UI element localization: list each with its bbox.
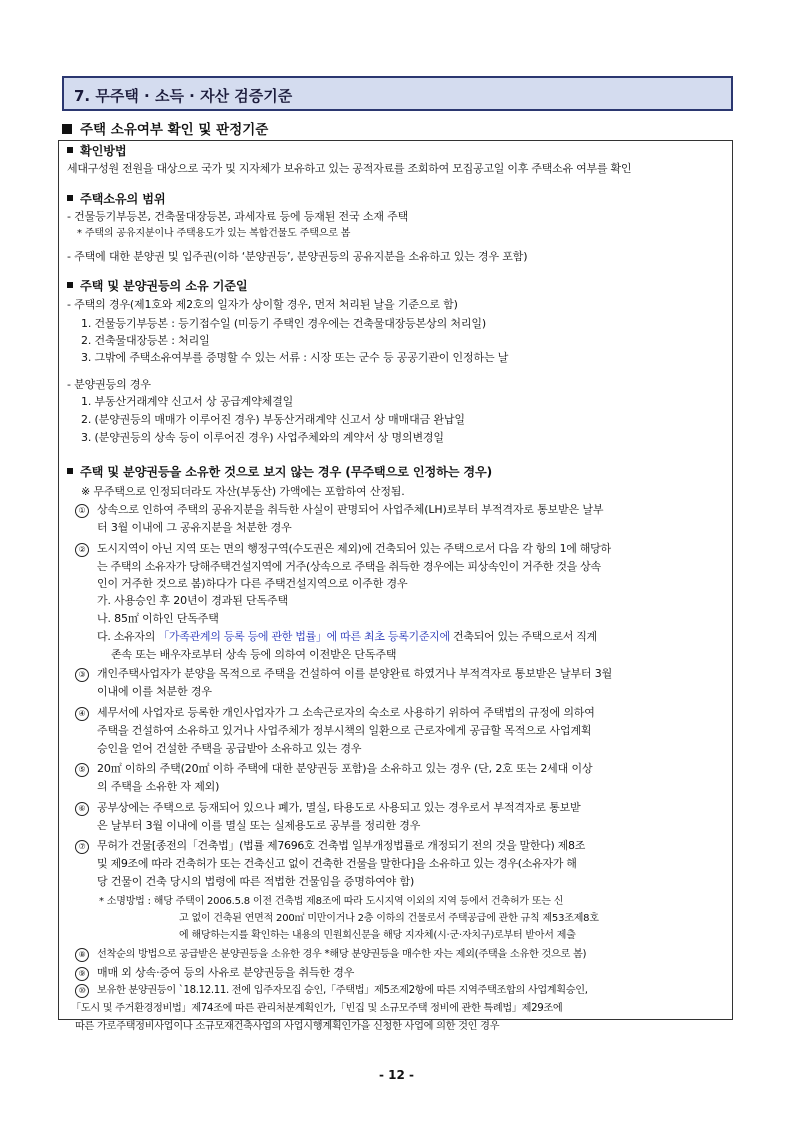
- exempt-item-4-line-1: ④ 세무서에 사업자로 등록한 개인사업자가 그 소속근로자의 숙소로 사용하기 위하여 주택법의 규정에 의하여: [75, 705, 726, 721]
- criteria-right-intro: - 분양권등의 경우: [67, 378, 151, 391]
- page-number: - 12 -: [378, 1068, 414, 1082]
- exempt-item-4-line-3: 승인을 얻어 건설한 주택을 공급받아 소유하고 있는 경우: [97, 742, 362, 755]
- exempt-item-2-line-2: 는 주택의 소유자가 당해주택건설지역에 거주(상속으로 주택을 취득한 경우에는 피상속인이 거주한 것을 상속: [97, 560, 601, 573]
- exempt-item-7-note-line-2: 고 없이 건축된 연면적 200㎡ 미만이거나 2층 이하의 건물로서 주택공급에 관한 규칙 제53조제8호: [179, 913, 599, 924]
- exempt-item-10-line-1: ⑩ 보유한 분양권등이 `18.12.11. 전에 입주자모집 승인,「주택법」제5조제2항에 따른 지역주택조합의 사업계획승인,: [75, 983, 726, 999]
- section-title: 7. 무주택 · 소득 · 자산 검증기준: [62, 76, 733, 111]
- exempt-item-7-note-line-1: * 소명방법 : 해당 주택이 2006.5.8 이전 건축법 제8조에 따라 도시지역 이외의 지역 등에서 건축허가 또는 신: [99, 896, 564, 907]
- exempt-item-2-ga: 가. 사용승인 후 20년이 경과된 단독주택: [97, 594, 288, 607]
- exempt-item-10-line-2: 「도시 및 주거환경정비법」제74조에 따른 관리처분계획인가,「빈집 및 소규모주택 정비에 관한 특례법」제29조에: [71, 1003, 563, 1014]
- criteria-house-intro: - 주택의 경우(제1호와 제2호의 일자가 상이할 경우, 먼저 처리된 날을 기준으로 함): [67, 298, 458, 311]
- circled-number-9: ⑨: [75, 967, 89, 981]
- exempt-item-6-line-1: ⑥ 공부상에는 주택으로 등재되어 있으나 폐가, 멸실, 타용도로 사용되고 있는 경우로서 부적격자로 통보받: [75, 800, 726, 816]
- exempt-item-9: ⑨ 매매 외 상속·증여 등의 사유로 분양권등을 취득한 경우: [75, 965, 726, 981]
- criteria-house-3: 3. 그밖에 주택소유여부를 증명할 수 있는 서류 : 시장 또는 군수 등 공공기관이 인정하는 날: [81, 351, 509, 364]
- exempt-item-7-line-2: 및 제9조에 따라 건축허가 또는 건축신고 없이 건축한 건물을 말한다]을 소유하고 있는 경우(소유자가 해: [97, 857, 577, 870]
- family-registration-law-reference: 「가족관계의 등록 등에 관한 법률」에 따른 최초 등록기준지에: [158, 630, 450, 643]
- subsection-title: [62, 118, 268, 138]
- circled-number-6: ⑥: [75, 802, 89, 816]
- criteria-box: [58, 140, 733, 1032]
- criteria-heading: 주택 및 분양권등의 소유 기준일: [67, 278, 726, 294]
- square-bullet-icon: [67, 468, 73, 474]
- scope-item-1: - 건물등기부등본, 건축물대장등본, 과세자료 등에 등재된 전국 소재 주택: [67, 210, 409, 223]
- exempt-item-7-line-3: 당 건물이 건축 당시의 법령에 따른 적법한 건물임을 증명하여야 함): [97, 875, 415, 888]
- confirm-heading: 확인방법: [67, 143, 726, 159]
- circled-number-5: ⑤: [75, 763, 89, 777]
- criteria-right-2: 2. (분양권등의 매매가 이루어진 경우) 부동산거래계약 신고서 상 매매대금 완납일: [81, 413, 465, 426]
- exempt-item-5-line-2: 의 주택을 소유한 자 제외): [97, 780, 220, 793]
- square-bullet-icon: [67, 147, 73, 153]
- circled-number-3: ③: [75, 668, 89, 682]
- circled-number-4: ④: [75, 707, 89, 721]
- exempt-item-4-line-2: 주택을 건설하여 소유하고 있거나 사업주체가 정부시책의 일환으로 근로자에게 공급할 목적으로 사업계획: [97, 724, 592, 737]
- criteria-right-1: 1. 부동산거래계약 신고서 상 공급계약체결일: [81, 395, 294, 408]
- circled-number-10: ⑩: [75, 984, 89, 998]
- exempt-item-2-na: 나. 85㎡ 이하인 단독주택: [97, 612, 219, 625]
- exempt-heading: 주택 및 분양권등을 소유한 것으로 보지 않는 경우 (무주택으로 인정하는 경우): [67, 464, 726, 480]
- exempt-item-10-line-3: 따른 가로주택정비사업이나 소규모재건축사업의 사업시행계획인가을 신청한 사업에 의한 것인 경우: [75, 1021, 500, 1032]
- exempt-item-7-note-line-3: 에 해당하는지를 확인하는 내용의 민원회신문을 해당 지자체(시·군·자치구)로부터 받아서 제출: [179, 930, 576, 941]
- confirm-text: 세대구성원 전원을 대상으로 국가 및 지자체가 보유하고 있는 공적자료를 조회하여 모집공고일 이후 주택소유 여부를 확인: [67, 162, 632, 175]
- criteria-right-3: 3. (분양권등의 상속 등이 이루어진 경우) 사업주체와의 계약서 상 명의변경일: [81, 431, 444, 444]
- square-bullet-icon: [67, 195, 73, 201]
- exempt-item-7-line-1: ⑦ 무허가 건물[종전의「건축법」(법률 제7696호 건축법 일부개정법률로 개정되기 전의 것을 말한다) 제8조: [75, 838, 726, 854]
- circled-number-1: ①: [75, 504, 89, 518]
- exempt-item-2-da: 다. 소유자의 「가족관계의 등록 등에 관한 법률」에 따른 최초 등록기준지에 건축되어 있는 주택으로서 직계: [97, 630, 597, 643]
- scope-heading: 주택소유의 범위: [67, 191, 726, 207]
- exempt-item-2-line-1: ② 도시지역이 아닌 지역 또는 면의 행정구역(수도권은 제외)에 건축되어 있는 주택으로서 다음 각 항의 1에 해당하: [75, 541, 726, 557]
- exempt-item-3-line-1: ③ 개인주택사업자가 분양을 목적으로 주택을 건설하여 이를 분양완료 하였거나 부적격자로 통보받은 날부터 3월: [75, 666, 726, 682]
- square-bullet-icon: [67, 282, 73, 288]
- exempt-item-1-line-1: ① 상속으로 인하여 주택의 공유지분을 취득한 사실이 판명되어 사업주체(LH)로부터 부적격자로 통보받은 날부: [75, 502, 726, 518]
- exempt-item-6-line-2: 은 날부터 3월 이내에 이를 멸실 또는 실제용도로 공부를 정리한 경우: [97, 819, 421, 832]
- circled-number-8: ⑧: [75, 948, 89, 962]
- square-bullet-icon: [62, 124, 72, 134]
- exempt-item-8: ⑧ 선착순의 방법으로 공급받은 분양권등을 소유한 경우 *해당 분양권등을 매수한 자는 제외(주택을 소유한 것으로 봄): [75, 947, 726, 963]
- exempt-note: ※ 무주택으로 인정되더라도 자산(부동산) 가액에는 포함하여 산정됨.: [81, 485, 405, 498]
- exempt-item-5-line-1: ⑤ 20㎡ 이하의 주택(20㎡ 이하 주택에 대한 분양권등 포함)을 소유하고 있는 경우 (단, 2호 또는 2세대 이상: [75, 761, 726, 777]
- circled-number-7: ⑦: [75, 840, 89, 854]
- circled-number-2: ②: [75, 543, 89, 557]
- exempt-item-2-line-3: 인이 거주한 것으로 봄)하다가 다른 주택건설지역으로 이주한 경우: [97, 577, 408, 590]
- criteria-house-2: 2. 건축물대장등본 : 처리일: [81, 334, 210, 347]
- exempt-item-1-line-2: 터 3월 이내에 그 공유지분을 처분한 경우: [97, 521, 292, 534]
- exempt-item-3-line-2: 이내에 이를 처분한 경우: [97, 685, 212, 698]
- scope-note: * 주택의 공유지분이나 주택용도가 있는 복합건물도 주택으로 봄: [77, 228, 351, 239]
- criteria-house-1: 1. 건물등기부등본 : 등기접수일 (미등기 주택인 경우에는 건축물대장등본상의 처리일): [81, 317, 486, 330]
- exempt-item-2-da-line-2: 존속 또는 배우자로부터 상속 등에 의하여 이전받은 단독주택: [111, 648, 397, 661]
- scope-item-2: - 주택에 대한 분양권 및 입주권(이하 ‘분양권등’, 분양권등의 공유지분을 소유하고 있는 경우 포함): [67, 250, 528, 263]
- subsection-title-text: 주택 소유여부 확인 및 판정기준: [80, 122, 269, 138]
